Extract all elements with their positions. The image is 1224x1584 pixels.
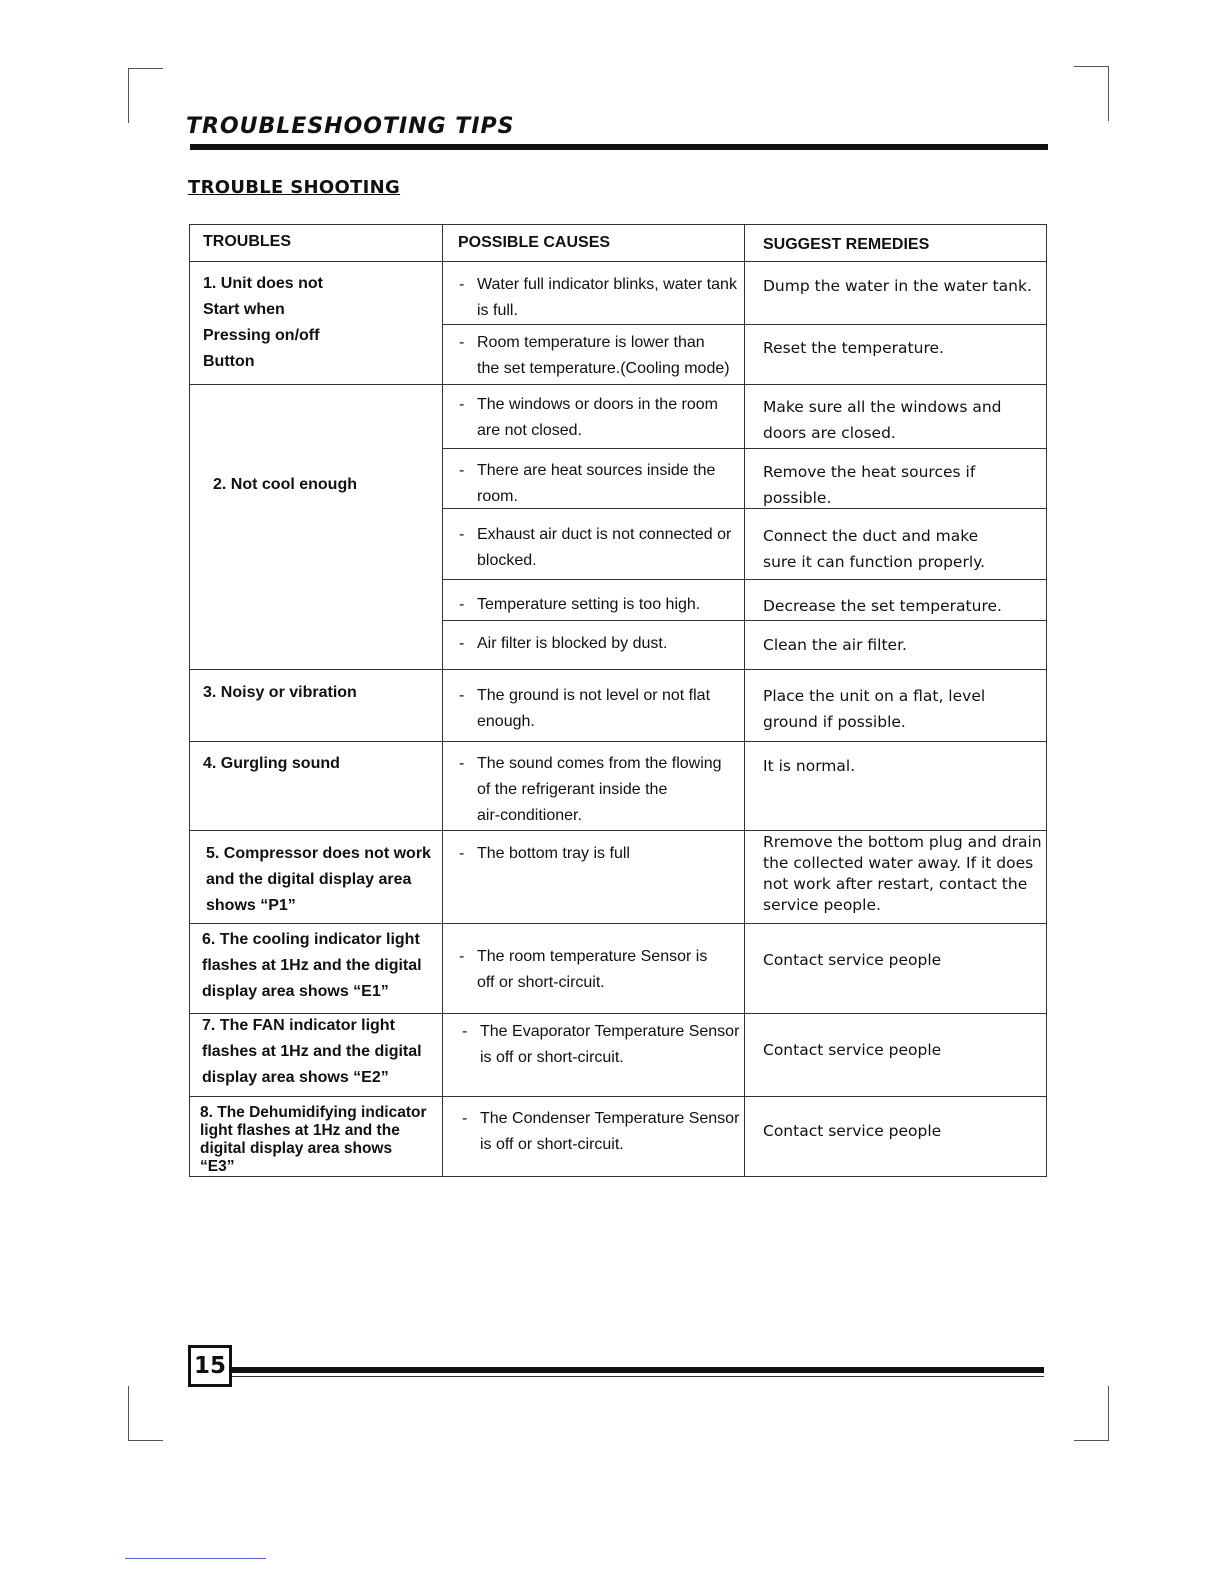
trouble-7: 7. The FAN indicator light flashes at 1Hz and the digital display area shows “E2” bbox=[202, 1017, 422, 1086]
cause-item: - The windows or doors in the room are not closed. bbox=[459, 392, 757, 444]
bullet-dash: - bbox=[459, 596, 465, 613]
trouble-8: 8. The Dehumidifying indicator light flashes at 1Hz and the digital display area shows “E3” bbox=[200, 1104, 427, 1175]
row-divider bbox=[189, 224, 1047, 225]
header-troubles: TROUBLES bbox=[203, 233, 291, 250]
remedy-item: Rremove the bottom plug and drain the collected water away. If it does not work after restart, contact the service people. bbox=[763, 833, 1042, 914]
row-divider bbox=[189, 261, 1047, 262]
bullet-dash: - bbox=[459, 276, 465, 293]
link-underline bbox=[125, 1558, 266, 1559]
page-number: 15 bbox=[188, 1345, 232, 1387]
trouble-1: 1. Unit does not Start when Pressing on/off Button bbox=[203, 275, 323, 370]
bullet-dash: - bbox=[459, 334, 465, 351]
row-divider bbox=[189, 741, 1047, 742]
footer-rule-thin bbox=[232, 1376, 1044, 1377]
crop-mark-bottom-right bbox=[1074, 1386, 1109, 1441]
cause-item: - The sound comes from the flowing of the refrigerant inside the air-conditioner. bbox=[459, 751, 757, 829]
remedy-item: Clean the air filter. bbox=[763, 636, 907, 654]
cause-item: - The Condenser Temperature Sensor is off or short-circuit. bbox=[462, 1106, 760, 1158]
cause-item: - The bottom tray is full bbox=[459, 841, 757, 867]
table-border-right bbox=[1046, 224, 1047, 1177]
cause-item: - The ground is not level or not flat enough. bbox=[459, 683, 757, 735]
cause-item: - Room temperature is lower than the set temperature.(Cooling mode) bbox=[459, 330, 757, 382]
cause-item: - The Evaporator Temperature Sensor is off or short-circuit. bbox=[462, 1019, 760, 1071]
cause-item: - There are heat sources inside the room. bbox=[459, 458, 757, 510]
remedy-item: Remove the heat sources if possible. bbox=[763, 463, 976, 507]
title-rule bbox=[190, 144, 1048, 150]
remedy-item: Place the unit on a flat, level ground if possible. bbox=[763, 687, 986, 731]
cause-item: - The room temperature Sensor is off or short-circuit. bbox=[459, 944, 757, 996]
page-title: TROUBLESHOOTING TIPS bbox=[186, 114, 515, 139]
trouble-2: 2. Not cool enough bbox=[213, 476, 357, 493]
cause-item: - Temperature setting is too high. bbox=[459, 592, 757, 618]
column-divider bbox=[442, 224, 443, 1177]
remedy-item: Connect the duct and make sure it can function properly. bbox=[763, 527, 986, 571]
trouble-5: 5. Compressor does not work and the digital display area shows “P1” bbox=[206, 845, 431, 914]
bullet-dash: - bbox=[459, 396, 465, 413]
footer-rule bbox=[232, 1367, 1044, 1373]
bullet-dash: - bbox=[459, 526, 465, 543]
remedy-item: Decrease the set temperature. bbox=[763, 597, 1002, 615]
trouble-3: 3. Noisy or vibration bbox=[203, 684, 357, 701]
remedy-item: Make sure all the windows and doors are closed. bbox=[763, 398, 1002, 442]
row-divider bbox=[189, 1096, 1047, 1097]
cause-item: - Water full indicator blinks, water tank is full. bbox=[459, 272, 757, 324]
subrow-divider bbox=[442, 620, 1047, 621]
remedy-item: Reset the temperature. bbox=[763, 339, 944, 357]
cause-item: - Exhaust air duct is not connected or blocked. bbox=[459, 522, 757, 574]
bullet-dash: - bbox=[459, 755, 465, 772]
trouble-6: 6. The cooling indicator light flashes at 1Hz and the digital display area shows “E1” bbox=[202, 931, 422, 1000]
crop-mark-top-left bbox=[128, 68, 163, 123]
row-divider bbox=[189, 923, 1047, 924]
row-divider bbox=[189, 669, 1047, 670]
remedy-item: Contact service people bbox=[763, 1041, 942, 1059]
row-divider bbox=[189, 384, 1047, 385]
crop-mark-bottom-left bbox=[128, 1386, 163, 1441]
bullet-dash: - bbox=[459, 948, 465, 965]
section-title: TROUBLE SHOOTING bbox=[188, 177, 401, 198]
bullet-dash: - bbox=[459, 845, 465, 862]
subrow-divider bbox=[442, 448, 1047, 449]
troubleshooting-table bbox=[189, 224, 1047, 1177]
bullet-dash: - bbox=[462, 1023, 468, 1040]
subrow-divider bbox=[442, 579, 1047, 580]
header-suggest-remedies: SUGGEST REMEDIES bbox=[763, 236, 930, 253]
row-divider bbox=[189, 830, 1047, 831]
bullet-dash: - bbox=[459, 462, 465, 479]
cause-item: - Air filter is blocked by dust. bbox=[459, 631, 757, 657]
subrow-divider bbox=[442, 324, 1047, 325]
bullet-dash: - bbox=[459, 687, 465, 704]
remedy-item: Contact service people bbox=[763, 951, 942, 969]
remedy-item: Contact service people bbox=[763, 1122, 942, 1140]
crop-mark-top-right bbox=[1074, 66, 1109, 121]
trouble-4: 4. Gurgling sound bbox=[203, 755, 340, 772]
header-possible-causes: POSSIBLE CAUSES bbox=[458, 234, 611, 251]
remedy-item: Dump the water in the water tank. bbox=[763, 277, 1032, 295]
table-border-bottom bbox=[189, 1176, 1047, 1177]
remedy-item: It is normal. bbox=[763, 757, 856, 775]
table-border-left bbox=[189, 224, 190, 1177]
bullet-dash: - bbox=[459, 635, 465, 652]
bullet-dash: - bbox=[462, 1110, 468, 1127]
